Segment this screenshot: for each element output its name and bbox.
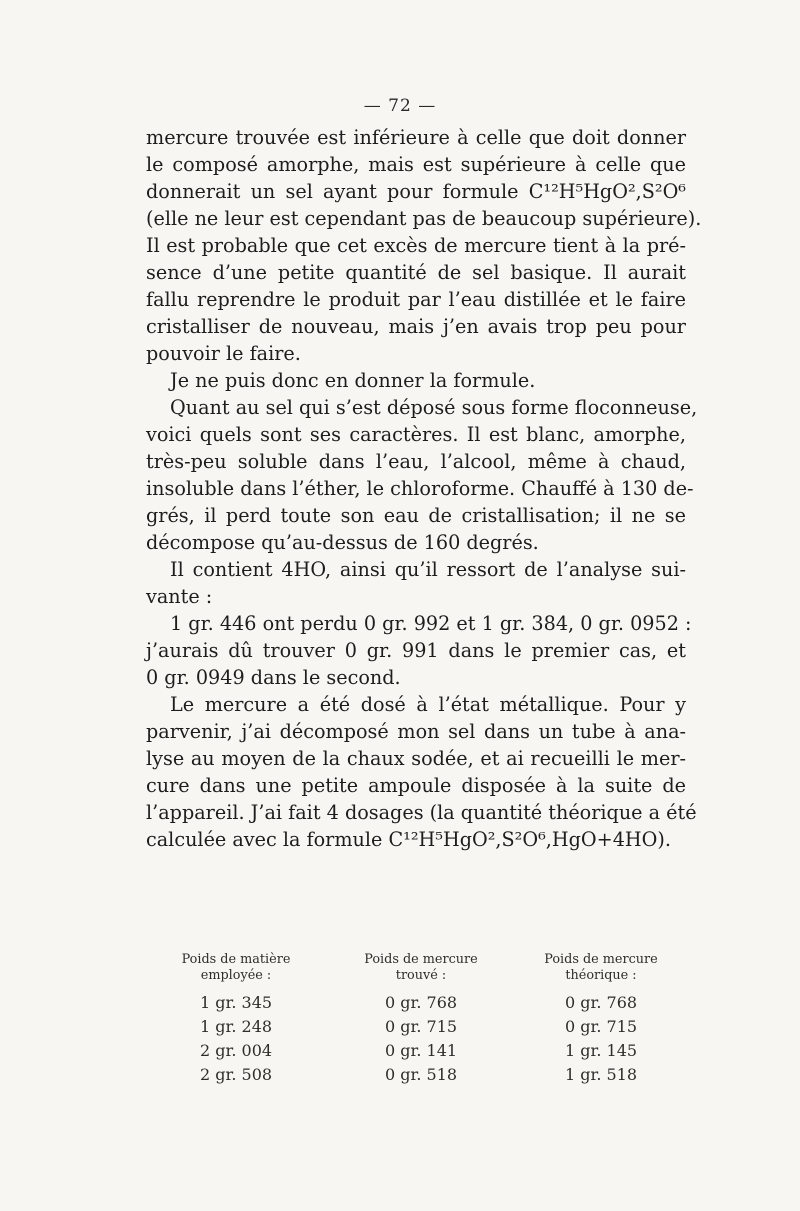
text-line: pouvoir le faire. <box>146 342 301 365</box>
table-cell: 0 gr. 768 <box>564 993 638 1012</box>
text-line: Le mercure a été dosé à l’état métallique. Pour y <box>170 693 686 716</box>
text-line: grés, il perd toute son eau de cristallisation; il ne se <box>146 504 686 527</box>
column-header-found: Poids de mercure trouvé : <box>364 952 478 983</box>
table-row <box>146 1066 686 1084</box>
page-number: — 72 — <box>363 96 437 116</box>
text-line: vante : <box>146 585 213 608</box>
text-line: sence d’une petite quantité de sel basique. Il aurait <box>146 261 686 284</box>
table-cell: 2 gr. 004 <box>199 1041 273 1060</box>
text-line: le composé amorphe, mais est supérieure à celle que <box>146 153 686 176</box>
text-line: fallu reprendre le produit par l’eau distillée et le faire <box>146 288 686 311</box>
text-line: Il est probable que cet excès de mercure tient à la pré- <box>146 234 686 257</box>
text-line: mercure trouvée est inférieure à celle que doit donner <box>146 126 686 149</box>
measurement-table <box>146 952 686 1084</box>
text-line: j’aurais dû trouver 0 gr. 991 dans le premier cas, et <box>146 639 686 662</box>
text-line: cristalliser de nouveau, mais j’en avais trop peu pour <box>146 315 686 338</box>
table-cell: 0 gr. 518 <box>384 1065 458 1084</box>
table-cell: 2 gr. 508 <box>199 1065 273 1084</box>
body-text <box>146 124 702 853</box>
table-cell: 1 gr. 518 <box>564 1065 638 1084</box>
table-row <box>146 1018 686 1036</box>
text-line: donnerait un sel ayant pour formule C¹²H⁵HgO²,S²O⁶ <box>146 180 686 203</box>
text-line: Il contient 4HO, ainsi qu’il ressort de l’analyse sui- <box>170 558 686 581</box>
table-cell: 1 gr. 248 <box>199 1017 273 1036</box>
text-line: Quant au sel qui s’est déposé sous forme floconneuse, <box>170 396 698 419</box>
table-row <box>146 994 686 1012</box>
table-header <box>146 952 686 984</box>
table-cell: 0 gr. 715 <box>564 1017 638 1036</box>
text-line: très-peu soluble dans l’eau, l’alcool, même à chaud, <box>146 450 686 473</box>
text-line: insoluble dans l’éther, le chloroforme. Chauffé à 130 de- <box>146 477 694 500</box>
column-header-mass: Poids de matière employée : <box>181 952 291 983</box>
text-line: l’appareil. J’ai fait 4 dosages (la quantité théorique a été <box>146 801 697 824</box>
text-line: voici quels sont ses caractères. Il est blanc, amorphe, <box>146 423 686 446</box>
text-line: 0 gr. 0949 dans le second. <box>146 666 401 689</box>
table-cell: 1 gr. 145 <box>564 1041 638 1060</box>
table-cell: 0 gr. 715 <box>384 1017 458 1036</box>
table-cell: 0 gr. 768 <box>384 993 458 1012</box>
text-line: calculée avec la formule C¹²H⁵HgO²,S²O⁶,HgO+4HO). <box>146 828 671 851</box>
text-line: (elle ne leur est cependant pas de beaucoup supérieure). <box>146 207 702 230</box>
text-line: 1 gr. 446 ont perdu 0 gr. 992 et 1 gr. 384, 0 gr. 0952 : <box>170 612 692 635</box>
text-line: décompose qu’au-dessus de 160 degrés. <box>146 531 539 554</box>
table-cell: 0 gr. 141 <box>384 1041 458 1060</box>
column-header-theoretical: Poids de mercure théorique : <box>544 952 658 983</box>
text-line: parvenir, j’ai décomposé mon sel dans un tube à ana- <box>146 720 686 743</box>
table-cell: 1 gr. 345 <box>199 993 273 1012</box>
text-line: lyse au moyen de la chaux sodée, et ai recueilli le mer- <box>146 747 686 770</box>
text-line: Je ne puis donc en donner la formule. <box>170 369 536 392</box>
table-row <box>146 1042 686 1060</box>
text-line: cure dans une petite ampoule disposée à la suite de <box>146 774 686 797</box>
